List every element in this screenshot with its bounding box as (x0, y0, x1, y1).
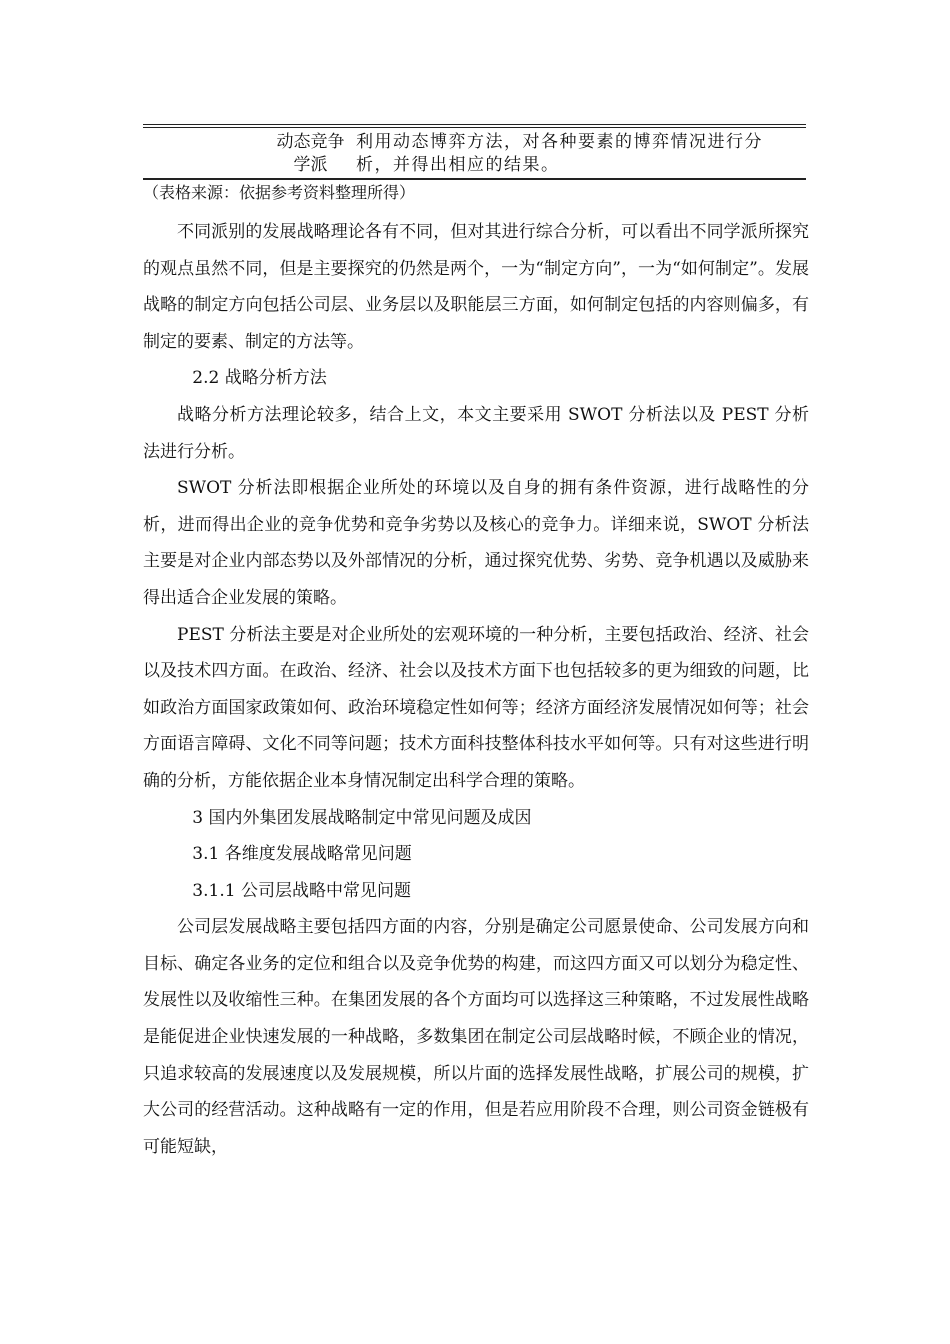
table-rule-bottom (143, 178, 806, 180)
body-text (143, 214, 809, 1165)
table-cell-description-line2: 析，并得出相应的结果。 (356, 155, 560, 175)
section-heading: 2.2 战略分析方法 (192, 368, 327, 389)
table-cell-description-line1: 利用动态博弈方法，对各种要素的博弈情况进行分 (356, 132, 763, 152)
paragraph: PEST 分析法主要是对企业所处的宏观环境的一种分析，主要包括政治、经济、社会以及技术四方面。在政治、经济、社会以及技术方面下也包括较多的更为细致的问题，比如政治方面国家政策如何、政治环境稳定性如何等；经济方面经济发展情况如何等；社会方面语言障碍、文化不同等问题；技术方面科技整体科技水平如何等。只有对这些进行明确的分析，方能依据企业本身情况制定出科学合理的策略。 (143, 624, 809, 791)
table-cell-school-name (268, 131, 353, 177)
table-cell-school-name-line2: 学派 (293, 155, 328, 175)
paragraph: 不同派别的发展战略理论各有不同，但对其进行综合分析，可以看出不同学派所探究的观点虽然不同，但是主要探究的仍然是两个，一为“制定方向”，一为“如何制定”。发展战略的制定方向包括公司层、业务层以及职能层三方面，如何制定包括的内容则偏多，有制定的要素、制定的方法等。 (143, 222, 809, 352)
section-heading: 3.1 各维度发展战略常见问题 (192, 844, 412, 865)
table-cell-school-name-line1: 动态竞争 (276, 132, 345, 152)
table-caption: （表格来源：依据参考资料整理所得） (143, 183, 416, 202)
table-rule-top-inner (143, 127, 806, 128)
table-cell-description (356, 131, 808, 177)
section-heading: 3 国内外集团发展战略制定中常见问题及成因 (192, 807, 532, 828)
table-rule-top (143, 124, 806, 125)
paragraph: SWOT 分析法即根据企业所处的环境以及自身的拥有条件资源，进行战略性的分析，进而得出企业的竞争优势和竞争劣势以及核心的竞争力。详细来说，SWOT 分析法主要是对企业内部态势以及外部情况的分析，通过探究优势、劣势、竞争机遇以及威胁来得出适合企业发展的策略。 (143, 478, 809, 608)
section-heading: 3.1.1 公司层战略中常见问题 (192, 880, 411, 901)
paragraph: 战略分析方法理论较多，结合上文，本文主要采用 SWOT 分析法以及 PEST 分析法进行分析。 (143, 404, 809, 462)
paragraph: 公司层发展战略主要包括四方面的内容，分别是确定公司愿景使命、公司发展方向和目标、确定各业务的定位和组合以及竞争优势的构建，而这四方面又可以划分为稳定性、发展性以及收缩性三种。在集团发展的各个方面均可以选择这三种策略，不过发展性战略是能促进企业快速发展的一种战略，多数集团在制定公司层战略时候，不顾企业的情况，只追求较高的发展速度以及发展规模，所以片面的选择发展性战略，扩展公司的规模，扩大公司的经营活动。这种战略有一定的作用，但是若应用阶段不合理，则公司资金链极有可能短缺， (143, 917, 809, 1157)
